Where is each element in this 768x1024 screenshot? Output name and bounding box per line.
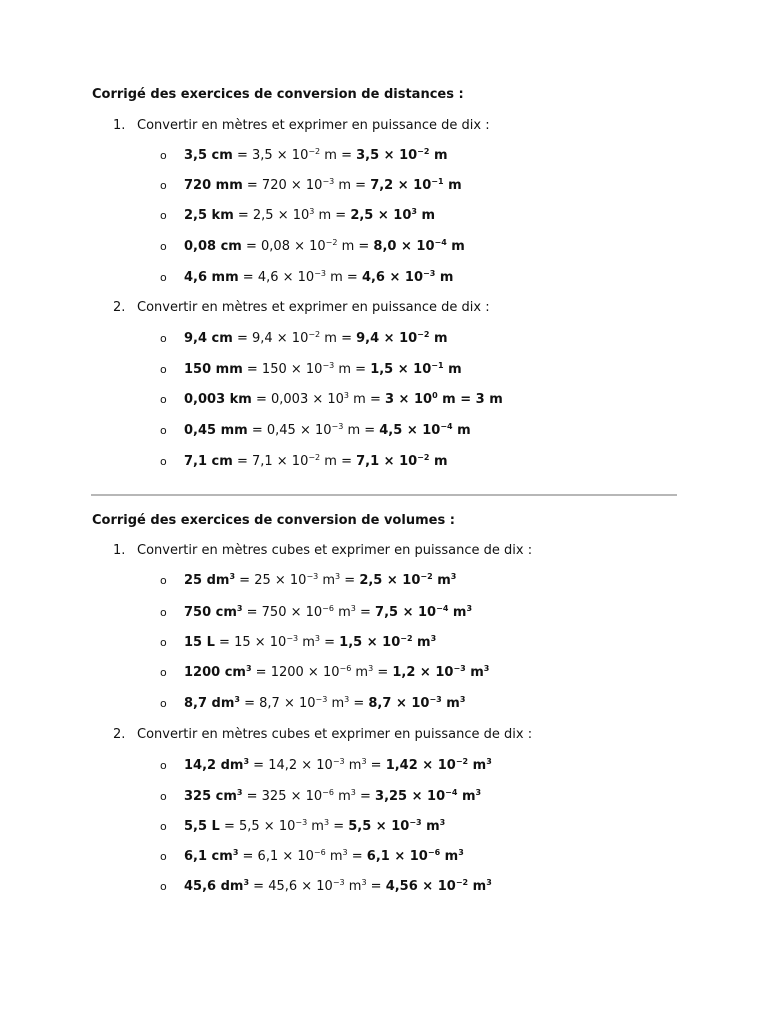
bullet-icon: o — [160, 880, 167, 893]
bullet-icon: o — [160, 393, 167, 406]
bullet-icon: o — [160, 240, 167, 253]
bullet-icon: o — [160, 606, 167, 619]
section-divider — [91, 494, 677, 496]
volumes-exercise-2-title — [113, 727, 532, 742]
exercise-number: 2. — [113, 300, 126, 315]
distances-exercise-1-title — [113, 118, 490, 133]
exercise-label: Convertir en mètres et exprimer en puissance de dix : — [137, 300, 490, 315]
bullet-icon: o — [160, 759, 167, 772]
list-item: o 750 $cm^3 = 750 \times 10^{-6}$ $m^3 = 7,5 \times 10^{-4}$ $m^3$ — [160, 604, 473, 620]
exercise-label: Convertir en mètres et exprimer en puissance de dix : — [137, 118, 490, 133]
exercise-number: 2. — [113, 727, 126, 742]
bullet-icon: o — [160, 179, 167, 192]
exercise-number: 1. — [113, 543, 126, 558]
list-item: o 0,08 cm = $0,08 \times 10^{-2}$ $m = 8,0 \times 10^{-4}$ m — [160, 238, 465, 254]
list-item: o 2,5 km = $2,5 \times 10^3$ $m = 2,5 \times 10^3$ m — [160, 207, 436, 223]
bullet-icon: o — [160, 455, 167, 468]
list-item: o 8,7 $dm^3 = 8,7 \times 10^{-3}$ $m^3 = 8,7 \times 10^{-3}$ $m^3$ — [160, 695, 466, 711]
volumes-exercise-1-title — [113, 543, 532, 558]
bullet-icon: o — [160, 149, 167, 162]
bullet-icon: o — [160, 820, 167, 833]
list-item: o 5,5 $L = 5,5 \times 10^{-3}$ $m^3 = 5,5 \times 10^{-3}$ $m^3$ — [160, 818, 446, 834]
list-item: o 6,1 $cm^3 = 6,1 \times 10^{-6}$ $m^3 = 6,1 \times 10^{-6}$ $m^3$ — [160, 848, 464, 864]
bullet-icon: o — [160, 697, 167, 710]
list-item: o 9,4 cm = $9,4 \times 10^{-2}$ $m = 9,4 \times 10^{-2}$ m — [160, 330, 448, 346]
bullet-icon: o — [160, 666, 167, 679]
bullet-icon: o — [160, 363, 167, 376]
exercise-label: Convertir en mètres cubes et exprimer en puissance de dix : — [137, 543, 533, 558]
list-item: o 45,6 $dm^3 = 45,6 \times 10^{-3}$ $m^3 = 4,56 \times 10^{-2}$ $m^3$ — [160, 878, 492, 894]
list-item: o 14,2 $dm^3 = 14,2 \times 10^{-3}$ $m^3 = 1,42 \times 10^{-2}$ $m^3$ — [160, 757, 492, 773]
list-item: o 720 mm = $720 \times 10^{-3}$ $m = 7,2 \times 10^{-1}$ m — [160, 177, 462, 193]
list-item: o 150 mm = $150 \times 10^{-3}$ $m = 1,5 \times 10^{-1}$ m — [160, 361, 462, 377]
list-item: o 0,003 km = $0,003 \times 10^3$ $m = 3 \times 10^0$ m = 3 m — [160, 391, 503, 407]
list-item: o 25 $dm^3 = 25 \times 10^{-3}$ $m^3 = 2,5 \times 10^{-2}$ $m^3$ — [160, 572, 457, 588]
bullet-icon: o — [160, 332, 167, 345]
bullet-icon: o — [160, 424, 167, 437]
distances-heading: Corrigé des exercices de conversion de distances : — [92, 87, 464, 102]
list-item: o 4,6 mm = $4,6 \times 10^{-3}$ $m = 4,6 \times 10^{-3}$ m — [160, 269, 454, 285]
exercise-label: Convertir en mètres cubes et exprimer en puissance de dix : — [137, 727, 533, 742]
bullet-icon: o — [160, 850, 167, 863]
list-item: o 3,5 cm = $3,5 \times 10^{-2}$ $m = 3,5 \times 10^{-2}$ m — [160, 147, 448, 163]
bullet-icon: o — [160, 209, 167, 222]
list-item: o 325 $cm^3 = 325 \times 10^{-6}$ $m^3 = 3,25 \times 10^{-4}$ $m^3$ — [160, 788, 482, 804]
bullet-icon: o — [160, 790, 167, 803]
bullet-icon: o — [160, 574, 167, 587]
list-item: o 0,45 mm = $0,45 \times 10^{-3}$ $m = 4,5 \times 10^{-4}$ m — [160, 422, 471, 438]
list-item: o 1200 $cm^3 = 1200 \times 10^{-6}$ $m^3 = 1,2 \times 10^{-3}$ $m^3$ — [160, 664, 490, 680]
exercise-number: 1. — [113, 118, 126, 133]
list-item: o 15 $L = 15 \times 10^{-3}$ $m^3 = 1,5 \times 10^{-2}$ $m^3$ — [160, 634, 437, 650]
list-item: o 7,1 cm = $7,1 \times 10^{-2}$ $m = 7,1 \times 10^{-2}$ m — [160, 453, 448, 469]
distances-exercise-2-title — [113, 300, 490, 315]
bullet-icon: o — [160, 271, 167, 284]
volumes-heading: Corrigé des exercices de conversion de volumes : — [92, 513, 455, 528]
bullet-icon: o — [160, 636, 167, 649]
